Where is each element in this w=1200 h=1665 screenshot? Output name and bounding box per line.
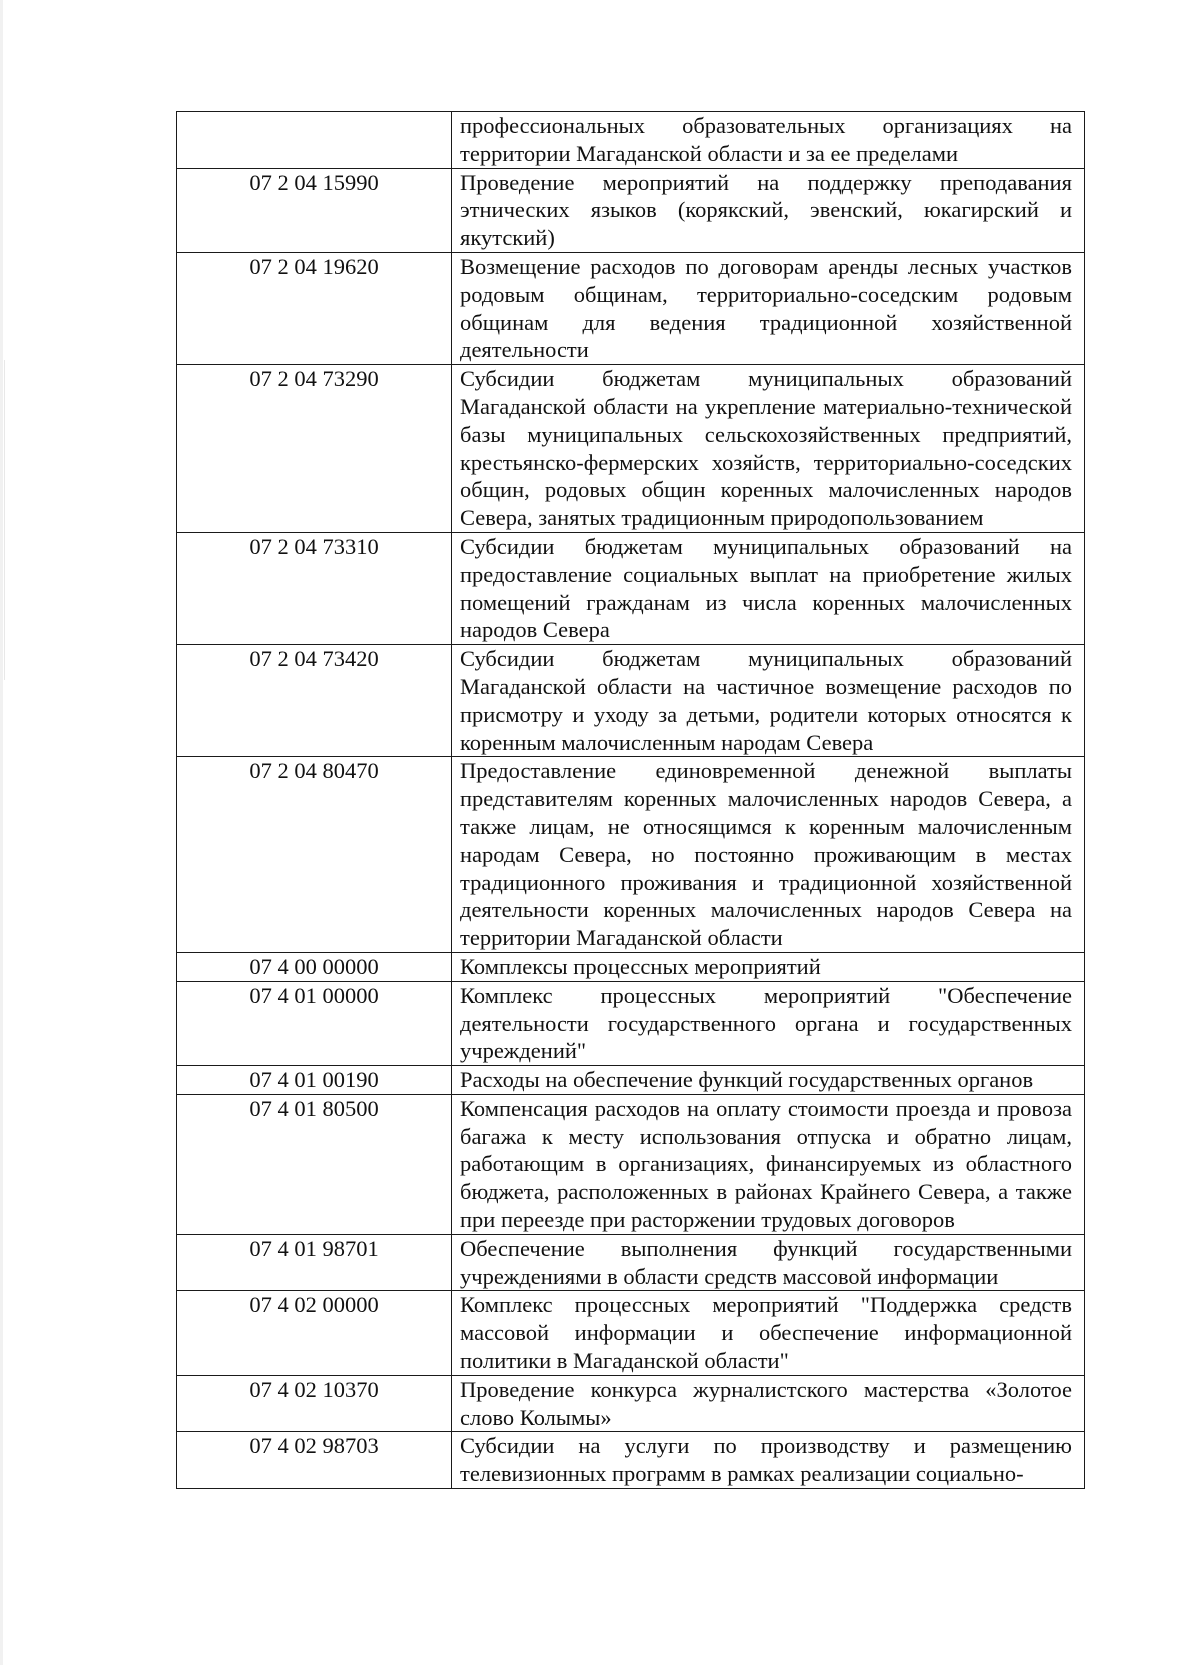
description-cell: Комплекс процессных мероприятий "Обеспечение деятельности государственного органа и государственных учреждений": [452, 981, 1085, 1065]
description-cell: Субсидии бюджетам муниципальных образований Магаданской области на укрепление материально-технической базы муниципальных сельскохозяйственных предприятий, крестьянско-фермерских хозяйств, территориально-соседских общин, родовых общин коренных малочисленных народов Севера, занятых традиционным природопользованием: [452, 365, 1085, 533]
code-cell: 07 2 04 19620: [177, 252, 452, 364]
description-cell: Субсидии на услуги по производству и размещению телевизионных программ в рамках реализации социально-: [452, 1432, 1085, 1489]
code-cell: 07 4 01 98701: [177, 1234, 452, 1291]
description-cell: Возмещение расходов по договорам аренды лесных участков родовым общинам, территориально-соседским родовым общинам для ведения традиционной хозяйственной деятельности: [452, 252, 1085, 364]
table-row: [177, 112, 1085, 169]
table-row: [177, 952, 1085, 981]
table-row: [177, 1432, 1085, 1489]
code-cell: 07 4 02 00000: [177, 1291, 452, 1375]
description-cell: Расходы на обеспечение функций государственных органов: [452, 1066, 1085, 1095]
code-cell: 07 4 02 10370: [177, 1375, 452, 1432]
description-cell: Компенсация расходов на оплату стоимости проезда и провоза багажа к месту использования отпуска и обратно лицам, работающим в организациях, финансируемых из областного бюджета, расположенных в районах Крайнего Севера, а также при переезде при расторжении трудовых договоров: [452, 1094, 1085, 1234]
code-cell: 07 2 04 73310: [177, 532, 452, 644]
table-row: [177, 1066, 1085, 1095]
description-cell: Субсидии бюджетам муниципальных образований на предоставление социальных выплат на приобретение жилых помещений гражданам из числа коренных малочисленных народов Севера: [452, 532, 1085, 644]
code-cell: 07 2 04 73290: [177, 365, 452, 533]
code-cell: 07 2 04 73420: [177, 645, 452, 757]
table-row: [177, 1234, 1085, 1291]
table-row: [177, 532, 1085, 644]
description-cell: Предоставление единовременной денежной выплаты представителям коренных малочисленных народов Севера, а также лицам, не относящимся к коренным малочисленным народам Севера, но постоянно проживающим в местах традиционного проживания и традиционной хозяйственной деятельности коренных малочисленных народов Севера на территории Магаданской области: [452, 757, 1085, 953]
description-cell: Комплекс процессных мероприятий "Поддержка средств массовой информации и обеспечение информационной политики в Магаданской области": [452, 1291, 1085, 1375]
scan-edge-mark: [4, 360, 5, 680]
table-body: [177, 112, 1085, 1489]
code-cell: 07 2 04 15990: [177, 168, 452, 252]
description-cell: Субсидии бюджетам муниципальных образований Магаданской области на частичное возмещение расходов по присмотру и уходу за детьми, родители которых относятся к коренным малочисленным народам Севера: [452, 645, 1085, 757]
table-row: [177, 1375, 1085, 1432]
table-row: [177, 365, 1085, 533]
table-row: [177, 757, 1085, 953]
description-cell: Проведение мероприятий на поддержку преподавания этнических языков (корякский, эвенский, юкагирский и якутский): [452, 168, 1085, 252]
table-row: [177, 1094, 1085, 1234]
code-cell: 07 4 02 98703: [177, 1432, 452, 1489]
code-cell: 07 4 01 00190: [177, 1066, 452, 1095]
table-row: [177, 645, 1085, 757]
code-cell: [177, 112, 452, 169]
table-row: [177, 168, 1085, 252]
description-cell: профессиональных образовательных организациях на территории Магаданской области и за ее пределами: [452, 112, 1085, 169]
code-cell: 07 4 00 00000: [177, 952, 452, 981]
table-row: [177, 252, 1085, 364]
code-cell: 07 4 01 80500: [177, 1094, 452, 1234]
scan-left-edge: [0, 0, 3, 1665]
budget-codes-table: [176, 111, 1085, 1489]
table-row: [177, 981, 1085, 1065]
description-cell: Комплексы процессных мероприятий: [452, 952, 1085, 981]
description-cell: Обеспечение выполнения функций государственными учреждениями в области средств массовой информации: [452, 1234, 1085, 1291]
code-cell: 07 2 04 80470: [177, 757, 452, 953]
code-cell: 07 4 01 00000: [177, 981, 452, 1065]
table-row: [177, 1291, 1085, 1375]
description-cell: Проведение конкурса журналистского мастерства «Золотое слово Колымы»: [452, 1375, 1085, 1432]
